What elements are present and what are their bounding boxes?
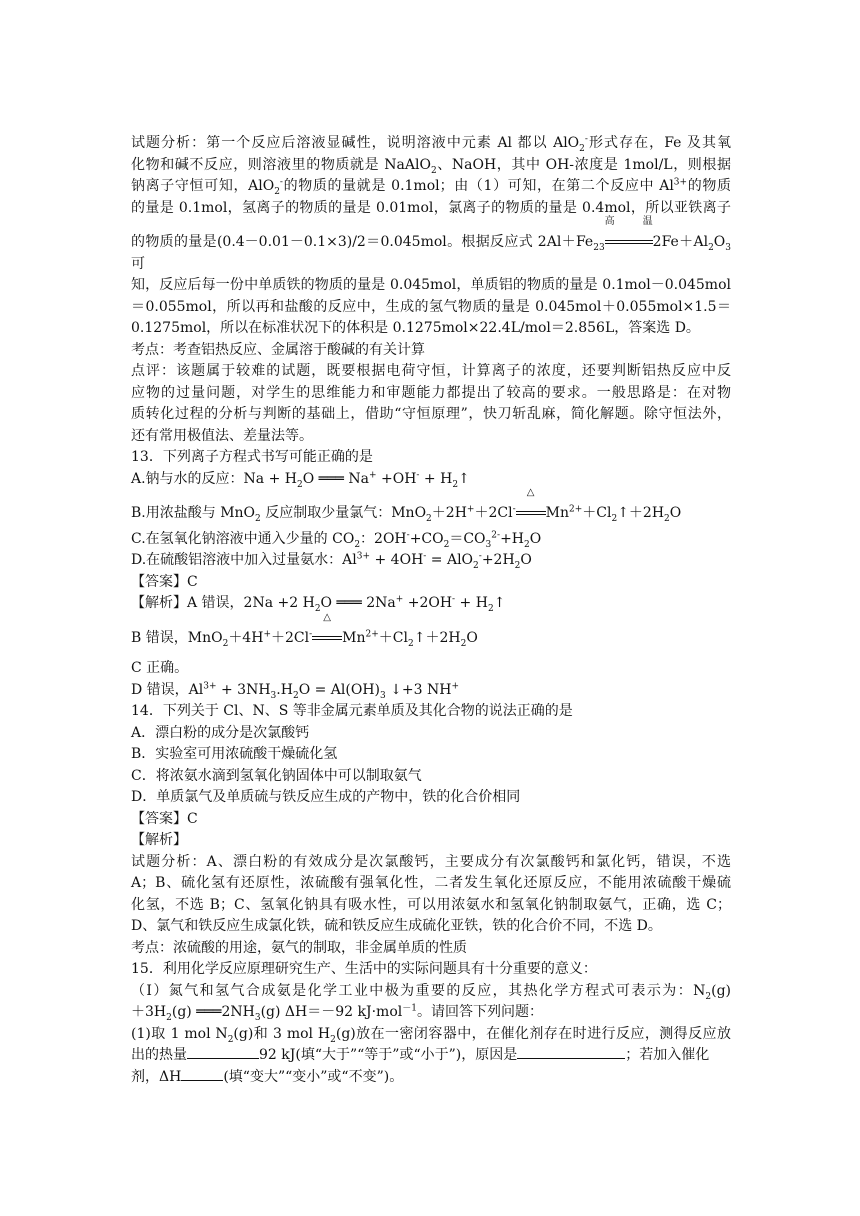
answer-blank-reason[interactable] (517, 1045, 625, 1059)
question-15-stem: 15．利用化学反应原理研究生产、生活中的实际问题具有十分重要的意义： (131, 961, 597, 977)
option-14-b: B．实验室可用浓硫酸干燥硫化氢 (131, 746, 338, 762)
explanation-13-a: 【解析】A 错误，2Na +2 $H_2O$ ═══ $2Na^+ +2OH^- + H_2↑$ (131, 594, 506, 614)
explanation-13-d: D 错误，$Al^{3+} + 3NH_3.H_2O = Al(OH)_3$ ↓+3 NH+ (131, 680, 460, 701)
question-15-part1: （Ⅰ）氮气和氢气合成氨是化学工业中极为重要的反应，其热化学方程式可表示为：$N_2(g)$ (131, 982, 731, 1002)
document-page (131, 133, 731, 1088)
question-13-stem: 13．下列离子方程式书写可能正确的是 (131, 449, 373, 465)
analysis-14: 试题分析：A、漂白粉的有效成分是次氯酸钙，主要成分有次氯酸钙和氯化钙，错误，不选 (131, 853, 731, 870)
option-14-c: C．将浓氨水滴到氢氧化钠固体中可以制取氨气 (131, 767, 422, 784)
question-14: 14．下列关于 Cl、N、S 等非金属元素单质及其化合物的说法正确的是 A．漂白粉的成分是次氯酸钙 B．实验室可用浓硫酸干燥硫化氢 C．将浓氨水滴到氢氧化钠固体中可以制取氨气 D．单质氯气及单质硫与铁反应生成的产物中，铁的化合价相同 【答案】C 【解析】 试题分析：A、漂白粉的有效成分是次氯酸钙，主要成分有次氯酸钙和氯化钙，错误，不选 A；B、硫化氢有还原性，浓硫酸有强氧化性，二者发生氧化还原反应，不能用浓硫酸干燥硫 化氢，不选 B；C、氢氧化钠具有吸水性，可以用浓氨水和氢氧化钠制取氨气，正确，选 C； D、氯气和铁反应生成氯化铁，硫和铁反应生成硫化亚铁，铁的化合价不同，不选 D。 考点：浓硫酸的用途，氨气的制取，非金属单质的性质 (131, 701, 731, 959)
option-13-a: A.钠与水的反应：$Na + H_2O$ ═══ $Na^+ +OH^- + H_2↑$ (131, 469, 470, 490)
option-13-c: C.在氢氧化钠溶液中通入少量的 $CO_2$：$2OH^-+CO_2=CO_3^{2-}+H_2O$ (131, 529, 542, 550)
answer-blank-deltaH[interactable] (181, 1067, 223, 1081)
answer-blank-heat[interactable] (187, 1045, 259, 1059)
kaodian-14: 考点：浓硫酸的用途，氨气的制取，非金属单质的性质 (131, 939, 467, 956)
option-14-a: A．漂白粉的成分是次氯酸钙 (131, 724, 310, 741)
kaodian-12: 考点：考查铝热反应、金属溶于酸碱的有关计算 (131, 341, 425, 358)
question-14-stem: 14．下列关于 Cl、N、S 等非金属元素单质及其化合物的说法正确的是 (131, 703, 573, 719)
answer-13: 【答案】C (131, 573, 198, 590)
question-15-sub1: (1)取 1 mol $N_2(g)$和 3 mol $H_2(g)$放在一密闭容器中，在催化剂存在时进行反应，测得反应放 (131, 1025, 731, 1045)
explanation-13-b: B 错误，MnO$_2$＋4H+＋2Cl- △ $Mn^{2+}+Cl_2↑+2H_2O$ (131, 611, 478, 649)
heat-arrow: △ (516, 503, 546, 525)
heat-arrow: △ (312, 628, 342, 650)
analysis-q12: 试题分析：第一个反应后溶液显碱性，说明溶液中元素 Al 都以 AlO$_2$-形式存在，Fe 及其氧 化物和碱不反应，则溶液里的物质就是 NaAlO$_2$、NaOH，其中 OH-浓度是 1mol/L，则根据 钠离子守恒可知，AlO$_2$-的物质的量就是 0.1mol；由（1）可知，在第二个反应中 $Al^{3+}$的物质 的量是 0.1mol，氢离子的物质的量是 0.01mol，氯离子的物质的量是 0.4mol，所以亚铁离子 的物质的量是(0.4－0.01－0.1×3)/2＝0.045mol。根据反应式 $2Al+Fe_{23}$ 高温 $2Fe+Al_2O_3$可 知，反应后每一份中单质铁的物质的量是 0.045mol，单质铝的物质的量是 0.1mol－0.045mol ＝0.055mol，所以再和盐酸的反应中，生成的氢气物质的量是 0.045mol＋0.055mol×1.5＝ 0.1275mol，所以在标准状况下的体积是 0.1275mol×22.4L/mol＝2.856L，答案选 D。 考点：考查铝热反应、金属溶于酸碱的有关计算 点评：该题属于较难的试题，既要根据电荷守恒，计算离子的浓度，还要判断铝热反应中反 应物的过量问题，对学生的思维能力和审题能力都提出了较高的要求。一般思路是：在对物 质转化过程的分析与判断的基础上，借助“守恒原理”，快刀斩乱麻，简化解题。除守恒法外， 还有常用极值法、差量法等。 (131, 134, 732, 444)
option-13-b: B.用浓盐酸与 MnO$_2$ 反应制取少量氯气：MnO$_2$＋2H+＋2Cl- △ $Mn^{2+}+Cl_2↑+2H_2O$ (131, 487, 682, 524)
explanation-13-c: C 正确。 (131, 660, 189, 676)
question-13 (131, 447, 731, 701)
answer-14: 【答案】C (131, 810, 198, 827)
option-14-d: D．单质氯气及单质硫与铁反应生成的产物中，铁的化合价相同 (131, 789, 521, 805)
explanation-14-head: 【解析】 (131, 832, 187, 848)
condition-arrow: 高温 (605, 232, 653, 254)
question-15: 15．利用化学反应原理研究生产、生活中的实际问题具有十分重要的意义： （Ⅰ）氮气和氢气合成氨是化学工业中极为重要的反应，其热化学方程式可表示为：$N_2(g)$ $+3H_2(g)$ $═══2NH_3(g)$ ΔH＝－92 kJ·mol$^{-1}$。请回答下列问题： (1)取 1 mol $N_2(g)$和 3 mol $H_2(g)$放在一密闭容器中，在催化剂存在时进行反应，测得反应放 出的热量 92 kJ(填“大于”“等于”或“小于”)，原因是 ；若加入催化 剂，ΔH (填“变大”“变小”或“不变”)。 (131, 961, 731, 1085)
option-13-d: D.在硫酸铝溶液中加入过量氨水：$Al^{3+} + 4OH^- = AlO_2^-+2H_2O$ (131, 551, 532, 571)
dianping-12: 点评：该题属于较难的试题，既要根据电荷守恒，计算离子的浓度，还要判断铝热反应中反 (131, 363, 731, 379)
